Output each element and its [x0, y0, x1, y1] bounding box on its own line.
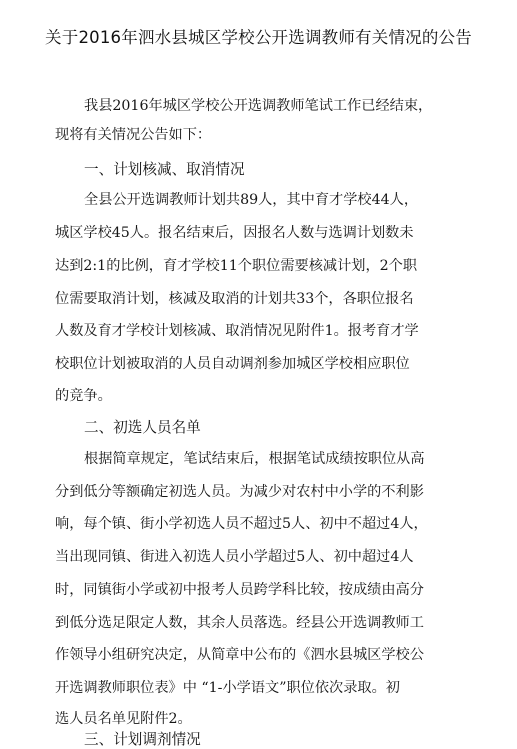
- section-2-line: 到低分选足限定人数，其余人员落选。经县公开选调教师工: [55, 615, 424, 631]
- document-title: 关于2016年泗水县城区学校公开选调教师有关情况的公告: [45, 28, 472, 47]
- section-heading-1: 一、计划核减、取消情况: [84, 161, 245, 178]
- section-2-line: 当出现同镇、街进入初选人员小学超过5人、初中超过4人: [55, 549, 414, 565]
- intro-line-1: 我县2016年城区学校公开选调教师笔试工作已经结束，: [84, 98, 433, 114]
- section-2-line: 根据简章规定，笔试结束后，根据笔试成绩按职位从高: [84, 451, 425, 467]
- section-heading-3: 三、计划调剂情况: [84, 731, 201, 748]
- section-1-line: 城区学校45人。报名结束后，因报名人数与选调计划数未: [55, 225, 414, 241]
- section-1-line: 位需要取消计划，核减及取消的计划共33个，各职位报名: [55, 291, 414, 307]
- section-2-line: 分到低分等额确定初选人员。为减少对农村中小学的不利影: [55, 484, 424, 500]
- section-2-line: 作领导小组研究决定，从简章中公布的《泗水县城区学校公: [55, 647, 424, 663]
- section-heading-2: 二、初选人员名单: [84, 419, 201, 436]
- section-2-line: 选人员名单见附件2。: [55, 711, 192, 727]
- intro-line-2: 现将有关情况公告如下：: [55, 127, 212, 143]
- section-1-line: 人数及育才学校计划核减、取消情况见附件1。报考育才学: [55, 323, 419, 339]
- section-2-line: 时，同镇街小学或初中报考人员跨学科比较，按成绩由高分: [55, 582, 424, 598]
- section-2-line: 开选调教师职位表》中 “1-小学语文”职位依次录取。初: [55, 680, 400, 696]
- section-1-line: 全县公开选调教师计划共89人，其中育才学校44人，: [84, 192, 419, 208]
- section-1-line: 校职位计划被取消的人员自动调剂参加城区学校相应职位: [55, 356, 410, 372]
- section-2-line: 响，每个镇、街小学初选人员不超过5人、初中不超过4人，: [55, 516, 428, 532]
- section-1-line: 的竞争。: [55, 388, 112, 404]
- section-1-line: 达到2:1的比例，育才学校11个职位需要核减计划，2个职: [55, 258, 418, 274]
